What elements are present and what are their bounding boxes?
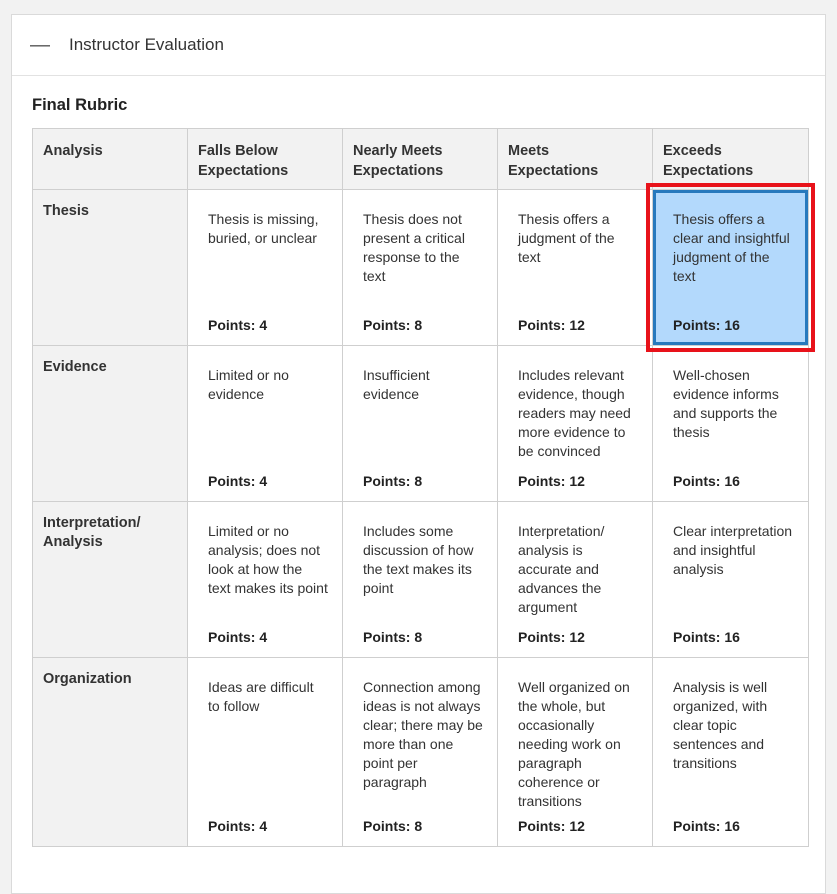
cell-points: Points: 8 xyxy=(363,473,423,489)
cell-points: Points: 8 xyxy=(363,317,423,333)
column-header-falls-below: Falls Below Expectations xyxy=(188,129,343,190)
cell-description: Includes relevant evidence, though readers may need more evidence to be convinced xyxy=(518,367,631,459)
rubric-cell[interactable] xyxy=(188,658,343,847)
cell-points: Points: 16 xyxy=(673,818,740,834)
cell-description: Thesis offers a judgment of the text xyxy=(518,211,615,265)
cell-points: Points: 4 xyxy=(208,317,268,333)
cell-description: Connection among ideas is not always clear; there may be more than one point per paragraph xyxy=(363,679,483,790)
column-header-exceeds: Exceeds Expectations xyxy=(653,129,809,190)
rubric-cell[interactable] xyxy=(188,346,343,502)
rubric-cell[interactable] xyxy=(653,658,809,847)
cell-description: Interpretation/ analysis is accurate and advances the argument xyxy=(518,523,605,615)
cell-description: Limited or no analysis; does not look at how the text makes its point xyxy=(208,523,328,596)
cell-description: Ideas are difficult to follow xyxy=(208,679,314,714)
cell-points: Points: 4 xyxy=(208,818,268,834)
rubric-row-thesis xyxy=(33,190,809,346)
cell-description: Thesis is missing, buried, or unclear xyxy=(208,211,319,246)
criterion-label: Organization xyxy=(33,658,188,847)
cell-points: Points: 12 xyxy=(518,818,585,834)
minus-icon[interactable]: — xyxy=(30,34,50,56)
cell-description: Thesis offers a clear and insightful judgment of the text xyxy=(673,211,790,284)
cell-points: Points: 8 xyxy=(363,818,423,834)
cell-description: Well-chosen evidence informs and supports the thesis xyxy=(673,367,779,440)
rubric-cell[interactable] xyxy=(653,346,809,502)
cell-description: Insufficient evidence xyxy=(363,367,430,402)
instructor-evaluation-panel xyxy=(11,14,826,894)
criterion-label: Thesis xyxy=(33,190,188,346)
rubric-cell[interactable] xyxy=(498,346,653,502)
rubric-cell[interactable] xyxy=(343,502,498,658)
rubric-cell[interactable] xyxy=(188,190,343,346)
cell-description: Well organized on the whole, but occasionally needing work on paragraph coherence or transitions xyxy=(518,679,630,809)
column-header-criterion: Analysis xyxy=(33,129,188,190)
cell-points: Points: 12 xyxy=(518,473,585,489)
column-header-nearly-meets: Nearly Meets Expectations xyxy=(343,129,498,190)
cell-points: Points: 8 xyxy=(363,629,423,645)
rubric-title: Final Rubric xyxy=(32,96,128,114)
rubric-cell[interactable] xyxy=(188,502,343,658)
cell-description: Limited or no evidence xyxy=(208,367,289,402)
cell-description: Analysis is well organized, with clear topic sentences and transitions xyxy=(673,679,768,771)
rubric-cell[interactable] xyxy=(343,346,498,502)
cell-points: Points: 4 xyxy=(208,629,268,645)
rubric-header-row xyxy=(33,129,809,190)
criterion-label: Interpretation/ Analysis xyxy=(33,502,188,658)
cell-points: Points: 16 xyxy=(673,317,740,333)
rubric-cell-selected[interactable] xyxy=(653,190,809,346)
cell-points: Points: 12 xyxy=(518,317,585,333)
cell-points: Points: 4 xyxy=(208,473,268,489)
rubric-row-evidence xyxy=(33,346,809,502)
rubric-row-interpretation xyxy=(33,502,809,658)
rubric-cell[interactable] xyxy=(653,502,809,658)
panel-title: Instructor Evaluation xyxy=(69,35,224,54)
rubric-cell[interactable] xyxy=(343,190,498,346)
cell-description: Clear interpretation and insightful analysis xyxy=(673,523,793,577)
rubric-table xyxy=(32,128,809,847)
cell-points: Points: 12 xyxy=(518,629,585,645)
rubric-cell[interactable] xyxy=(498,190,653,346)
rubric-cell[interactable] xyxy=(498,502,653,658)
cell-description: Includes some discussion of how the text makes its point xyxy=(363,523,474,596)
criterion-label: Evidence xyxy=(33,346,188,502)
cell-points: Points: 16 xyxy=(673,473,740,489)
rubric-cell[interactable] xyxy=(343,658,498,847)
rubric-cell[interactable] xyxy=(498,658,653,847)
cell-points: Points: 16 xyxy=(673,629,740,645)
rubric-row-organization xyxy=(33,658,809,847)
cell-description: Thesis does not present a critical response to the text xyxy=(363,211,465,284)
panel-header[interactable] xyxy=(12,15,825,76)
column-header-meets: Meets Expectations xyxy=(498,129,653,190)
